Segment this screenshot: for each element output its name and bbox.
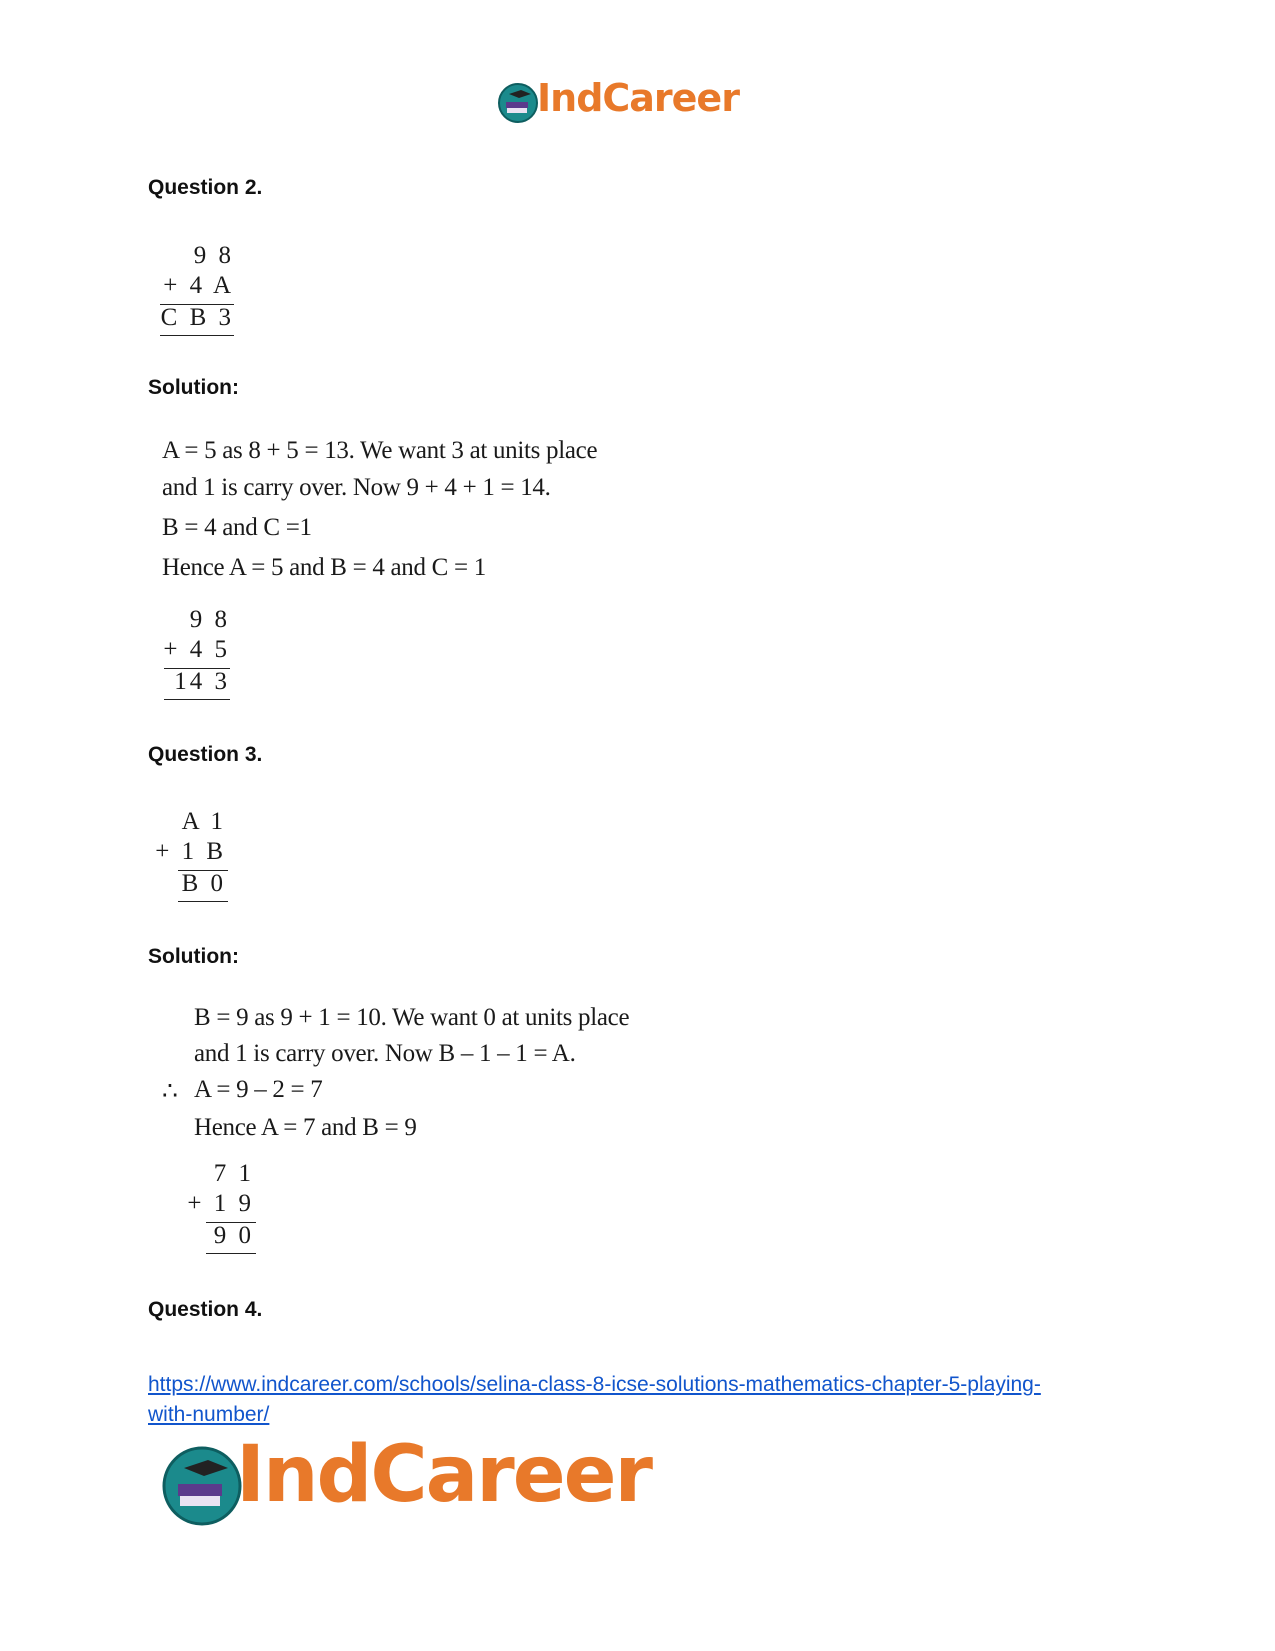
question-2-heading: Question 2. — [148, 176, 263, 199]
sum-underline — [160, 335, 234, 336]
sum-result: B 0 — [181, 870, 226, 897]
sum-top: 9 8 — [189, 606, 230, 633]
logo-globe-icon — [160, 1444, 244, 1528]
source-link[interactable] — [148, 1370, 1148, 1430]
sum-result: 14 3 — [174, 668, 230, 695]
question-2-sum — [158, 242, 238, 338]
source-link-line-1: https://www.indcareer.com/schools/selina-class-8-icse-solutions-mathematics-chapter-5-playing- — [148, 1373, 1041, 1396]
sum-addend: + 1 B — [155, 838, 226, 865]
sum-top: A 1 — [181, 808, 226, 835]
solution-line: and 1 is carry over. Now B – 1 – 1 = A. — [194, 1040, 576, 1067]
solution-line: A = 5 as 8 + 5 = 13. We want 3 at units place — [162, 437, 598, 464]
solution-line: A = 9 – 2 = 7 — [194, 1076, 323, 1103]
solution-line: B = 4 and C =1 — [162, 514, 312, 541]
solution-line: and 1 is carry over. Now 9 + 4 + 1 = 14. — [162, 474, 551, 501]
question-3-heading: Question 3. — [148, 743, 263, 766]
question-3-sum — [155, 808, 230, 904]
sum-top: 9 8 — [193, 242, 234, 269]
solution-line: Hence A = 7 and B = 9 — [194, 1114, 417, 1141]
question-2-answer-sum — [160, 606, 234, 702]
question-3-answer-sum — [187, 1160, 262, 1256]
question-4-heading: Question 4. — [148, 1298, 263, 1321]
header-logo — [497, 78, 767, 124]
sum-top: 7 1 — [213, 1160, 254, 1187]
solution-line: B = 9 as 9 + 1 = 10. We want 0 at units place — [194, 1004, 630, 1031]
sum-underline — [164, 699, 230, 700]
sum-result: C B 3 — [160, 304, 234, 331]
sum-underline — [178, 901, 228, 902]
sum-addend: + 4 A — [163, 272, 234, 299]
logo-globe-icon — [497, 82, 539, 124]
sum-addend: + 1 9 — [187, 1190, 254, 1217]
question-2-solution-heading: Solution: — [148, 376, 239, 399]
therefore-symbol: ∴ — [162, 1078, 178, 1105]
header-logo-text: IndCareer — [537, 76, 739, 120]
source-link-line-2: with-number/ — [148, 1403, 270, 1426]
sum-result: 9 0 — [213, 1222, 254, 1249]
footer-logo-text: IndCareer — [236, 1430, 651, 1520]
sum-underline — [206, 1253, 256, 1254]
sum-addend: + 4 5 — [163, 636, 230, 663]
footer-logo — [160, 1430, 700, 1530]
solution-line: Hence A = 5 and B = 4 and C = 1 — [162, 554, 486, 581]
question-3-solution-heading: Solution: — [148, 945, 239, 968]
